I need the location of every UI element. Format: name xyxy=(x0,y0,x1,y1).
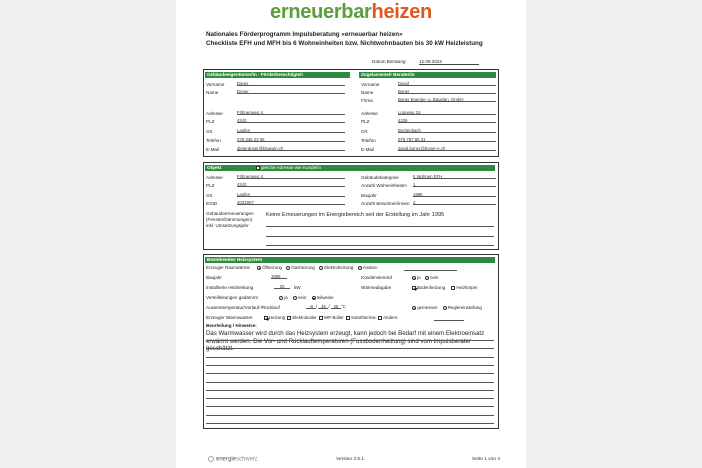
advisor-field-label-2: Firma xyxy=(361,98,373,103)
advisor-field-value-3[interactable]: Loorweg 15 xyxy=(398,110,496,115)
owner-field-label-6: E-Mail xyxy=(206,147,220,152)
checkbox-ww-heating[interactable] xyxy=(264,316,268,320)
radio-condensing-no[interactable] xyxy=(425,276,429,280)
remark-line xyxy=(206,340,494,341)
heat-emission-label: Wärmeabgabe xyxy=(361,285,392,290)
owner-header: Gebäudeeigentümer/in - Förderberechtigte/r xyxy=(205,72,350,78)
advisor-field-label-6: Telefon xyxy=(361,138,376,143)
remark-label: Beurteilung / Hinweise: xyxy=(206,323,257,328)
document-page xyxy=(176,0,526,468)
option-ww-other: Andere: xyxy=(383,315,399,320)
date-value[interactable]: 12.08.2022 xyxy=(419,59,479,65)
date-label: Datum Beratung: xyxy=(372,59,407,64)
option-ww-electric: Elektroboiler xyxy=(292,315,317,320)
advisor-field-value-5[interactable]: Breitenbach xyxy=(398,128,496,133)
radio-gas-heating[interactable] xyxy=(286,266,290,270)
owner-field-label-0: Vorname xyxy=(206,82,225,87)
remark-line xyxy=(206,373,494,374)
ww-other-line xyxy=(434,320,464,321)
option-insulated-no: nein xyxy=(298,295,307,300)
hot-water-options xyxy=(264,315,399,320)
advisor-field-value-4[interactable]: 4226 xyxy=(398,118,496,123)
distribution-label: Verteilleitungen gedämmt xyxy=(206,295,258,300)
advisor-field-label-3: Adresse xyxy=(361,111,378,116)
remark-line xyxy=(206,348,494,349)
owner-field-label-2: Adresse xyxy=(206,111,223,116)
document-title xyxy=(206,31,483,48)
brand-text-2: schweiz xyxy=(236,456,258,463)
checkbox-ww-other[interactable] xyxy=(378,316,382,320)
advisor-field-label-7: E-Mail xyxy=(361,147,375,152)
remark-line xyxy=(206,390,494,391)
checkbox-ww-electric[interactable] xyxy=(287,316,291,320)
owner-field-label-3: PLZ xyxy=(206,119,215,124)
power-value[interactable]: 20 xyxy=(274,284,290,289)
advisor-field-label-4: PLZ xyxy=(361,119,370,124)
object-right-value-0[interactable]: II Wohnen EFH xyxy=(413,174,496,179)
renovation-text[interactable]: Keine Erneuerungen im Energiebereich seit der Erstellung im Jahr 1995 xyxy=(266,212,445,218)
checkbox-ww-heatpump[interactable] xyxy=(319,316,323,320)
radio-insulated-no[interactable] xyxy=(293,296,297,300)
generator-row xyxy=(206,265,250,270)
option-other-heating: Andere: xyxy=(362,265,379,270)
heat-emission-options xyxy=(412,285,478,290)
object-right-value-1[interactable]: 1 xyxy=(413,182,496,187)
advisor-field-value-2[interactable]: Boner Energie- u. Bauplan. GmbH xyxy=(398,97,496,102)
heating-year-label: Baujahr xyxy=(206,275,222,280)
distribution-options xyxy=(279,295,334,300)
owner-field-label-5: Telefon xyxy=(206,138,221,143)
object-left-value-2[interactable]: Laufen xyxy=(237,192,345,197)
program-logo xyxy=(176,1,526,24)
advisor-field-label-5: Ort xyxy=(361,129,368,134)
option-gas-heating: Gasheizung xyxy=(291,265,315,270)
energieschweiz-icon xyxy=(208,456,214,462)
object-right-value-3[interactable]: 2 xyxy=(413,200,496,205)
radio-controller-setting[interactable] xyxy=(443,306,447,310)
option-radiators: Heizkörper xyxy=(456,285,478,290)
radio-other-heating[interactable] xyxy=(358,266,362,270)
option-oil-heating: Ölheizung xyxy=(262,265,282,270)
condensing-label: Kondensierend xyxy=(361,275,392,280)
owner-field-value-0[interactable]: Dieter xyxy=(237,81,345,86)
option-measured: gemessen xyxy=(417,305,438,310)
power-unit: kW xyxy=(294,285,301,290)
remark-line xyxy=(206,406,494,407)
radio-electric-heating[interactable] xyxy=(319,266,323,270)
temperature-label: Aussentemperatur/Vorlauf-/Rücklauf xyxy=(206,305,280,310)
owner-field-value-6[interactable]: dieterdreier@bluewin.ch xyxy=(237,146,345,151)
object-header xyxy=(205,165,495,171)
radio-measured[interactable] xyxy=(412,306,416,310)
title-line-1: Nationales Förderprogramm Impulsberatung «erneuerbar heizen» xyxy=(206,31,403,38)
owner-field-value-2[interactable]: Föhnenweg 4 xyxy=(237,110,345,115)
remark-line xyxy=(206,382,494,383)
checkbox-radiators[interactable] xyxy=(451,286,455,290)
object-left-label-2: Ort xyxy=(206,193,213,198)
advisor-field-value-6[interactable]: 079 797 85 31 xyxy=(398,137,496,142)
advisor-field-value-0[interactable]: David xyxy=(398,81,496,86)
option-insulated-yes: ja xyxy=(284,295,288,300)
condensing-options xyxy=(412,275,438,280)
advisor-field-value-1[interactable]: Boner xyxy=(398,89,496,94)
title-line-2: Checkliste EFH und MFH bis 6 Wohneinheiten bzw. Nichtwohnbauten bis 30 kW Heizleistung xyxy=(206,39,483,47)
flow-temp-value[interactable]: 45 xyxy=(318,304,328,309)
remark-line xyxy=(206,398,494,399)
object-left-value-3[interactable]: 2021907 xyxy=(237,200,345,205)
object-left-value-1[interactable]: 4242 xyxy=(237,182,345,187)
same-address-checkbox[interactable] xyxy=(256,166,260,170)
object-right-value-2[interactable]: 1995 xyxy=(413,192,496,197)
remark-line xyxy=(206,365,494,366)
owner-field-value-5[interactable]: 079 345 23 06 xyxy=(237,137,345,142)
renovation-line-1 xyxy=(266,226,494,227)
renovation-line-3 xyxy=(266,245,494,246)
temp-unit: °C xyxy=(340,304,346,309)
option-controller-setting: Reglereinstellung xyxy=(447,305,482,310)
advisor-field-label-0: Vorname xyxy=(361,82,380,87)
radio-insulated-yes[interactable] xyxy=(279,296,283,300)
renovation-line-2 xyxy=(266,236,494,237)
owner-field-label-1: Name xyxy=(206,90,219,95)
heating-header: Bestehendes Heizsystem xyxy=(205,257,495,263)
radio-oil-heating[interactable] xyxy=(257,266,261,270)
advisor-field-label-1: Name xyxy=(361,90,374,95)
object-right-label-0: Gebäudekategorie xyxy=(361,175,399,180)
object-left-label-3: EGID xyxy=(206,201,218,206)
option-insulated-partial: teilweise xyxy=(316,295,334,300)
same-address-label: gleiche Adresse wie Kunde/in xyxy=(261,165,322,170)
measurement-options xyxy=(412,305,482,310)
object-left-label-0: Adresse xyxy=(206,175,223,180)
remark-line xyxy=(206,423,494,424)
temperature-values: -8 / 45 / 35 °C xyxy=(306,304,346,309)
version-label: Version 3.5.1 xyxy=(336,457,365,462)
option-condensing-no: nein xyxy=(430,275,439,280)
option-ww-heating: Heizung xyxy=(269,315,286,320)
object-left-label-1: PLZ xyxy=(206,183,215,188)
object-right-label-1: Anzahl Wohneinheiten xyxy=(361,183,407,188)
logo-text-2: heizen xyxy=(371,1,432,23)
option-electric-heating: Elektroheizung xyxy=(324,265,354,270)
energieschweiz-logo xyxy=(208,456,257,463)
object-right-label-2: Baujahr xyxy=(361,193,377,198)
option-condensing-yes: ja xyxy=(417,275,421,280)
object-left-value-0[interactable]: Föhnenweg 4 xyxy=(237,174,345,179)
radio-condensing-yes[interactable] xyxy=(412,276,416,280)
consultation-date xyxy=(372,59,442,64)
other-heating-line xyxy=(404,270,457,271)
generator-options xyxy=(257,265,378,270)
remark-text[interactable]: Das Warmwasser wird durch das Heizsystem erzeugt, kann jedoch bei Bedarf mit einem Elektroeinsatz erwärmt werden. Die Vor- und Rücklauftemperaturen (Fussbodenheizung) sind vom Impulsberater geschätzt. xyxy=(206,330,485,353)
owner-field-value-3[interactable]: 4242 xyxy=(237,118,345,123)
option-ww-solar: Solarthermie xyxy=(350,315,376,320)
power-label: Installierte Heizleistung xyxy=(206,285,254,290)
checkbox-floor-heating[interactable] xyxy=(412,286,416,290)
outdoor-temp-value[interactable]: -8 xyxy=(306,304,316,309)
owner-field-value-1[interactable]: Dreier xyxy=(237,89,345,94)
generator-label: Erzeuger Raumwärme xyxy=(206,265,250,270)
option-ww-heatpump: WP-Boiler xyxy=(323,315,344,320)
owner-field-label-4: Ort xyxy=(206,129,213,134)
remark-line xyxy=(206,357,494,358)
page-number: Seite 1 von 4 xyxy=(472,457,501,462)
renovation-label: Gebäudeerneuerungen (Fenster/Dämmungen) inkl. Umsetzungsjahr xyxy=(206,211,254,228)
owner-field-value-4[interactable]: Laufen xyxy=(237,128,345,133)
logo-text-1: erneuerbar xyxy=(270,1,372,23)
checkbox-ww-solar[interactable] xyxy=(346,316,350,320)
advisor-field-value-7[interactable]: david.boner@boner-e.ch xyxy=(398,146,496,151)
heating-year-value[interactable]: 1995 xyxy=(271,274,287,279)
option-floor-heating: Bodenheizung xyxy=(417,285,446,290)
return-temp-value[interactable]: 35 xyxy=(331,304,341,309)
object-right-label-3: Anzahl Bewohner/innen xyxy=(361,201,410,206)
brand-text-1: energie xyxy=(216,456,237,463)
radio-insulated-partial[interactable] xyxy=(312,296,316,300)
advisor-header: Zugelassene/r Berater/in xyxy=(359,72,496,78)
object-header-label: Objekt xyxy=(207,165,222,170)
remark-line xyxy=(206,415,494,416)
hot-water-label: Erzeuger Warmwasser xyxy=(206,315,253,320)
